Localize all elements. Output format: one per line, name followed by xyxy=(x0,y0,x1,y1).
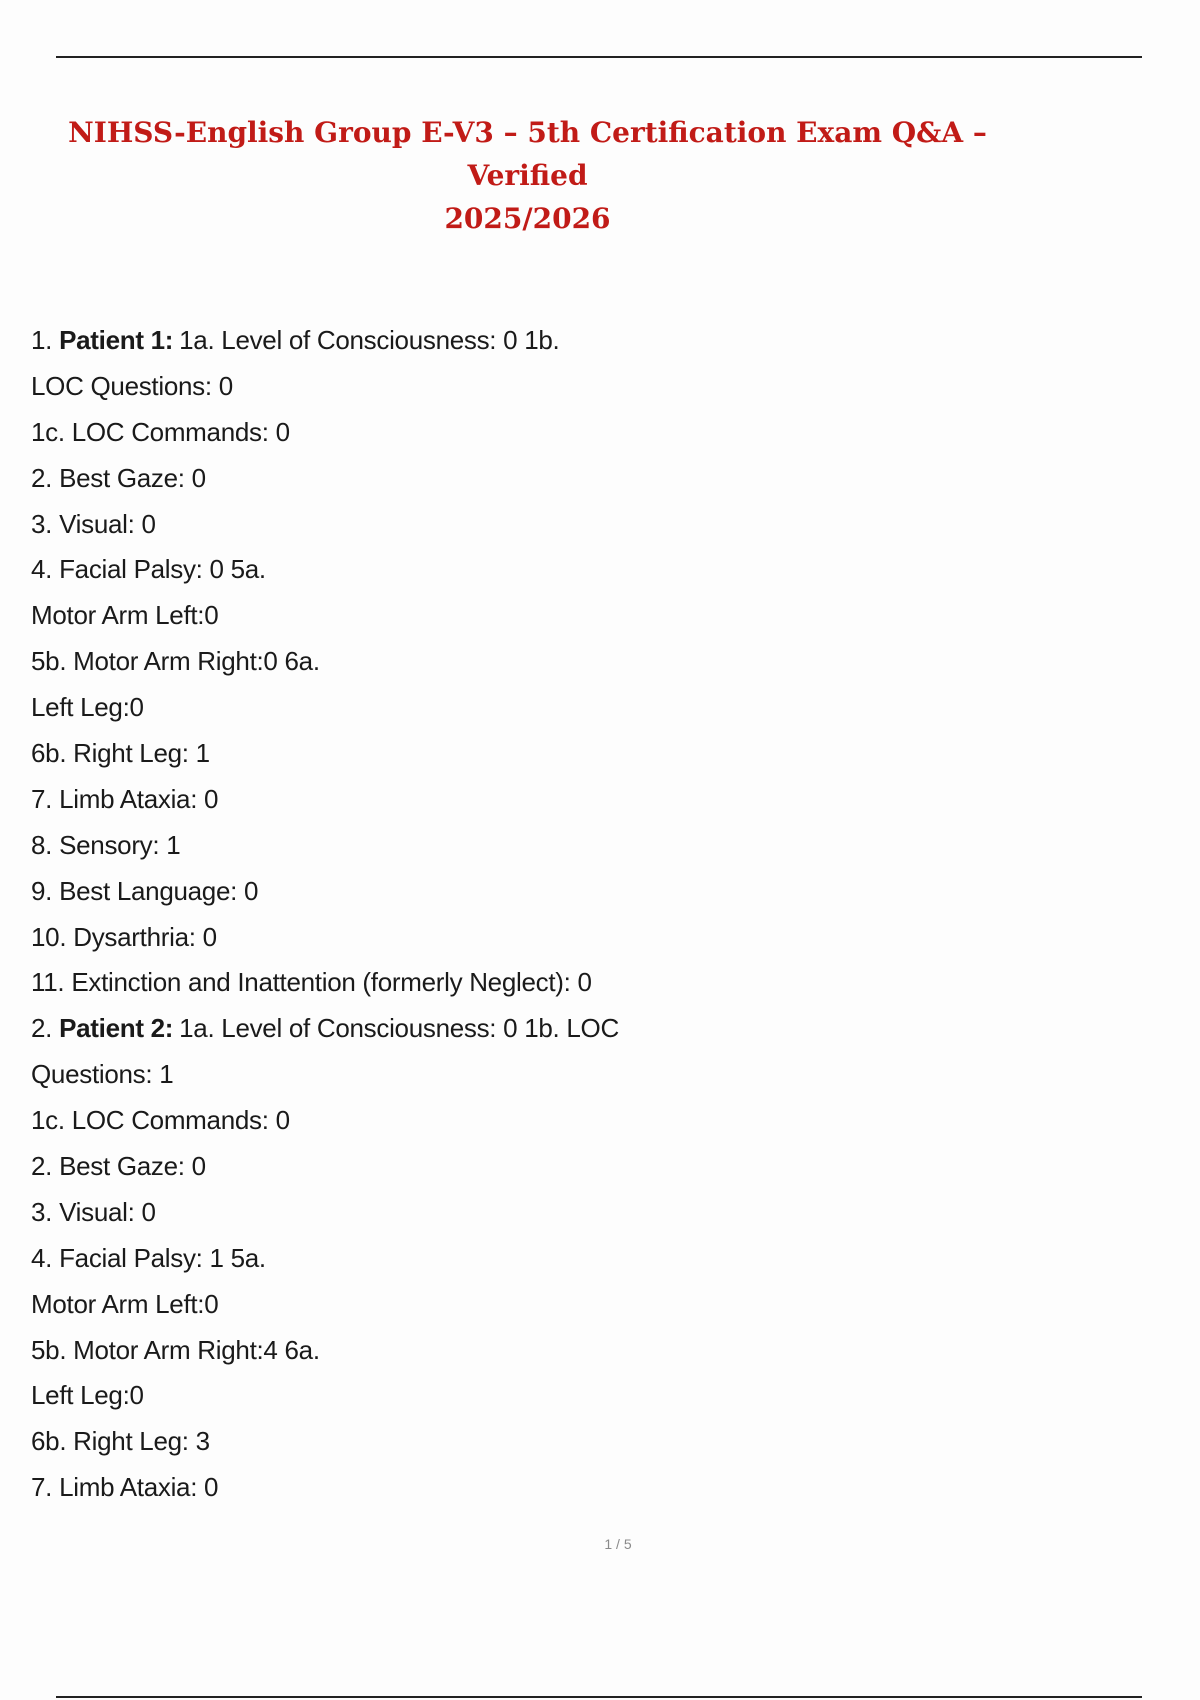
page-number: 1 / 5 xyxy=(604,1536,632,1552)
line-text: 6b. Right Leg: 1 xyxy=(31,738,210,769)
qa-line xyxy=(31,1282,619,1328)
line-number: 7. xyxy=(31,783,53,814)
qa-line xyxy=(31,915,619,961)
line-text: Best Gaze: 0 xyxy=(59,462,206,493)
qa-line xyxy=(31,639,619,685)
line-text: Limb Ataxia: 0 xyxy=(59,783,219,814)
line-number: 11. xyxy=(31,967,65,998)
line-number: 2. xyxy=(31,1013,53,1044)
line-text: Facial Palsy: 1 5a. xyxy=(59,1242,266,1273)
line-text: Motor Arm Left:0 xyxy=(31,600,219,631)
line-text: 1c. LOC Commands: 0 xyxy=(31,1105,290,1136)
qa-line xyxy=(31,1006,619,1052)
qa-line xyxy=(31,547,619,593)
line-number: 7. xyxy=(31,1472,53,1503)
document-title-line-1: NIHSS-English Group E-V3 – 5th Certification Exam Q&A – Verified xyxy=(68,116,987,192)
line-text: 1a. Level of Consciousness: 0 1b. xyxy=(179,325,560,355)
line-number: 3. xyxy=(31,508,53,539)
line-text: Left Leg:0 xyxy=(31,1380,144,1411)
line-text: Best Language: 0 xyxy=(59,875,259,906)
qa-line xyxy=(31,1144,619,1190)
line-number: 3. xyxy=(31,1196,53,1227)
qa-line xyxy=(31,731,619,777)
line-text: Dysarthria: 0 xyxy=(73,921,217,952)
qa-line xyxy=(31,1328,619,1374)
qa-line xyxy=(31,593,619,639)
footer-rule xyxy=(56,1696,1142,1698)
line-number: 2. xyxy=(31,462,53,493)
line-number: 9. xyxy=(31,875,53,906)
line-text: Limb Ataxia: 0 xyxy=(59,1472,219,1503)
line-text: Motor Arm Left:0 xyxy=(31,1288,219,1319)
qa-line xyxy=(31,1465,619,1511)
qa-line xyxy=(31,823,619,869)
qa-line xyxy=(31,364,619,410)
line-text: 1a. Level of Consciousness: 0 1b. LOC xyxy=(179,1013,619,1044)
line-text: Questions: 1 xyxy=(31,1059,174,1090)
patient-label: Patient 2: xyxy=(59,1013,174,1044)
qa-line xyxy=(31,777,619,823)
line-number: 8. xyxy=(31,829,53,860)
qa-line xyxy=(31,502,619,548)
line-text: Best Gaze: 0 xyxy=(59,1151,206,1182)
document-title xyxy=(20,111,1035,240)
qa-line xyxy=(31,1373,619,1419)
document-title-line-2: 2025/2026 xyxy=(444,202,611,235)
header-rule xyxy=(56,56,1142,58)
line-text: Left Leg:0 xyxy=(31,692,144,723)
line-number: 10. xyxy=(31,921,67,952)
line-text: Sensory: 1 xyxy=(59,829,181,860)
line-text: Extinction and Inattention (formerly Neglect): 0 xyxy=(71,967,592,998)
patient-label: Patient 1: xyxy=(59,325,174,355)
qa-line xyxy=(31,318,619,364)
qa-line xyxy=(31,410,619,456)
line-text: 6b. Right Leg: 3 xyxy=(31,1426,210,1457)
qa-line xyxy=(31,456,619,502)
line-text: 5b. Motor Arm Right:0 6a. xyxy=(31,646,320,677)
line-number: 4. xyxy=(31,554,53,585)
qa-line xyxy=(31,1419,619,1465)
qa-line xyxy=(31,960,619,1006)
qa-line xyxy=(31,869,619,915)
line-number: 4. xyxy=(31,1242,53,1273)
qa-line xyxy=(31,685,619,731)
line-number: 1. xyxy=(31,325,53,355)
qa-line xyxy=(31,1190,619,1236)
line-text: Facial Palsy: 0 5a. xyxy=(59,554,266,585)
qa-line xyxy=(31,1052,619,1098)
qa-line xyxy=(31,1098,619,1144)
qa-line xyxy=(31,1236,619,1282)
line-text: Visual: 0 xyxy=(59,1196,156,1227)
line-text: 5b. Motor Arm Right:4 6a. xyxy=(31,1334,320,1365)
qa-list xyxy=(31,318,619,1511)
line-text: Visual: 0 xyxy=(59,508,156,539)
line-text: 1c. LOC Commands: 0 xyxy=(31,416,290,447)
line-number: 2. xyxy=(31,1151,53,1182)
line-text: LOC Questions: 0 xyxy=(31,370,233,401)
